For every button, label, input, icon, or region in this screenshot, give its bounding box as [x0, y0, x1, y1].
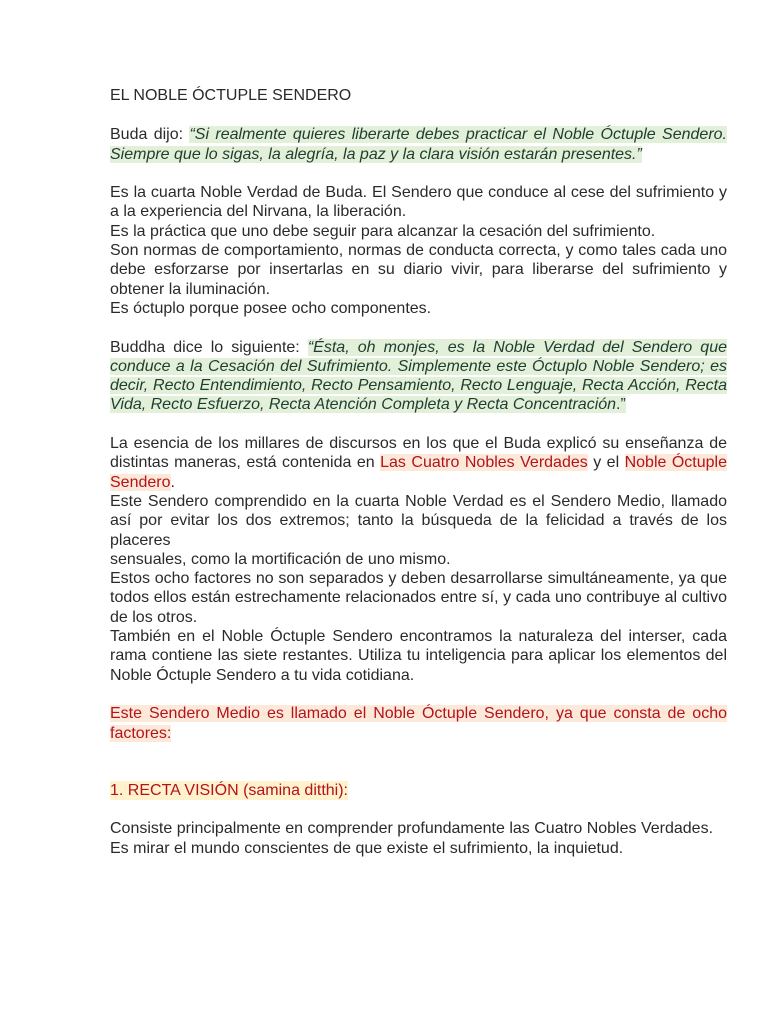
- document-page: [110, 86, 727, 858]
- essence-mid: y el: [587, 454, 625, 472]
- buda-quote-lead: Buda dijo:: [110, 126, 190, 144]
- buddha-quote-paragraph: [110, 338, 727, 415]
- essence-paragraph: [110, 434, 727, 492]
- middle-path-line-2: sensuales, como la mortificación de uno mismo.: [110, 550, 451, 568]
- middle-path-line-4: También en el Noble Óctuple Sendero encontramos la naturaleza del interser, cada rama contiene las siete restantes. Utiliza tu inteligencia para aplicar los elementos del Noble Óctuple Sendero a tu vida cotidiana.: [110, 628, 727, 684]
- eight-factors-intro-text: Este Sendero Medio es llamado el Noble Óctuple Sendero, ya que consta de ocho factores:: [110, 705, 727, 742]
- section-heading-recta-vision: [110, 781, 727, 800]
- buddha-quote-lead: Buddha dice lo siguiente:: [110, 338, 308, 356]
- document-title: EL NOBLE ÓCTUPLE SENDERO: [110, 87, 352, 104]
- intro-line-2: Es la práctica que uno debe seguir para alcanzar la cesación del sufrimiento.: [110, 222, 656, 240]
- essence-before: La esencia de los millares de discursos en los que el Buda explicó su enseñanza de distintas maneras, está contenida en: [110, 435, 727, 472]
- recta-vision-heading-text: 1. RECTA VISIÓN (samina ditthi):: [110, 781, 348, 799]
- intro-line-3: Son normas de comportamiento, normas de conducta correcta, y como tales cada uno debe esforzarse por insertarlas en su diario vivir, para liberarse del sufrimiento y obtener la iluminación.: [110, 242, 727, 298]
- middle-path-line-3: Estos ocho factores no son separados y deben desarrollarse simultáneamente, ya que todos ellos están estrechamente relacionados entre sí, y cada uno contribuye al cultivo de los otros.: [110, 570, 727, 626]
- buddha-quote-end: .”: [616, 396, 626, 414]
- buda-quote-paragraph: [110, 125, 727, 164]
- eight-factors-intro: [110, 704, 727, 743]
- four-noble-truths-highlight: Las Cuatro Nobles Verdades: [380, 454, 588, 472]
- intro-line-1: Es la cuarta Noble Verdad de Buda. El Sendero que conduce al cese del sufrimiento y a la experiencia del Nirvana, la liberación.: [110, 184, 727, 221]
- buda-quote-text: “Si realmente quieres liberarte debes practicar el Noble Óctuple Sendero. Siempre que lo sigas, la alegría, la paz y la clara visión estarán presentes.”: [110, 126, 727, 163]
- recta-vision-line-2: Es mirar el mundo conscientes de que existe el sufrimiento, la inquietud.: [110, 839, 624, 857]
- eightfold-path-highlight: Noble Óctuple Sendero: [110, 454, 727, 491]
- middle-path-line-1: Este Sendero comprendido en la cuarta Noble Verdad es el Sendero Medio, llamado así por evitar los dos extremos; tanto la búsqueda de la felicidad a través de los placeres: [110, 492, 727, 549]
- intro-line-4: Es óctuplo porque posee ocho componentes.: [110, 299, 432, 317]
- buddha-quote-text: “Ésta, oh monjes, es la Noble Verdad del Sendero que conduce a la Cesación del Sufrimiento. Simplemente este Óctuplo Noble Sendero; es decir, Recto Entendimiento, Recto Pensamiento, Recto Lenguaje, Recta Acción, Recta Vida, Recto Esfuerzo, Recta Atención Completa y Recta Concentración: [110, 338, 727, 414]
- recta-vision-line-1: Consiste principalmente en comprender profundamente las Cuatro Nobles Verdades.: [110, 820, 714, 838]
- essence-after: .: [170, 473, 175, 491]
